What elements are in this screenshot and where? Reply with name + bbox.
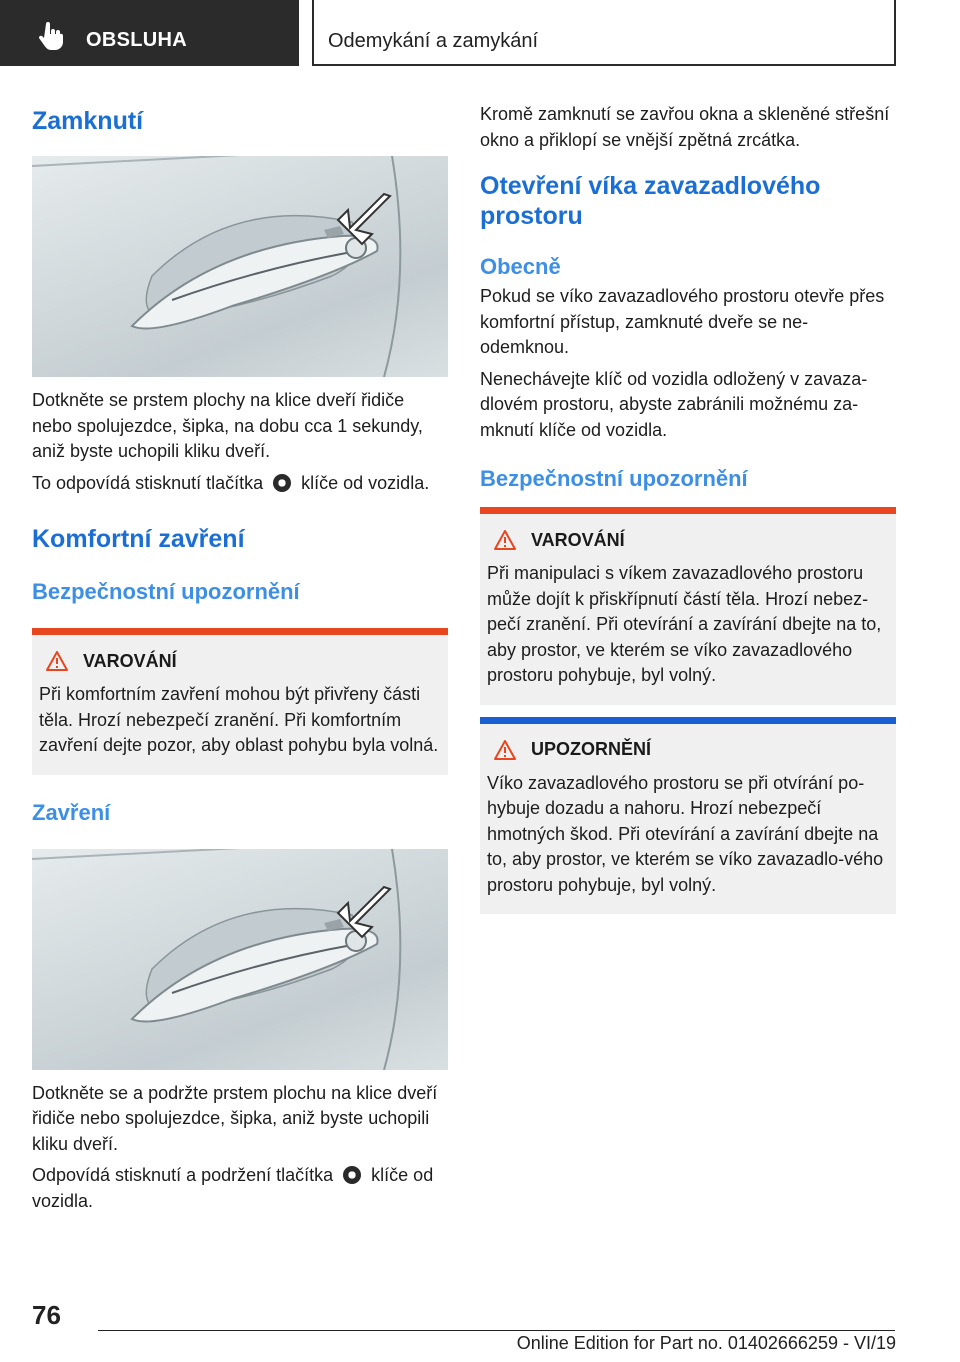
- footer-divider: [98, 1330, 895, 1331]
- door-handle-figure-lock: [32, 156, 448, 377]
- header-section-label: OBSLUHA: [86, 29, 187, 51]
- notice-bar: [480, 717, 896, 724]
- paragraph-lock-instruction: Dotkněte se prstem plochy na klice dveří řidiče nebo spolujezdce, šipka, na dobu cca 1 sekundy, aniž byste uchopili kliku dveří.: [32, 390, 423, 461]
- door-handle-illustration: [32, 156, 448, 377]
- warning-text-comfort: Při komfortním zavření mohou být přivřeny části těla. Hrozí nebezpečí zranění. Při komfortním zavření dejte pozor, aby oblast pohybu byla volná.: [39, 684, 439, 755]
- header-chapter-tab[interactable]: [312, 0, 896, 66]
- notice-text-trunk: Víko zavazadlového prostoru se při otvírání po-hybuje dozadu a nahoru. Hrozí nebezpečí hmotných škod. Při otevírání a zavírání dbejte na to, aby prostor, ve kterém se víko zavazadlo-vého prostoru pohybuje, byl volný.: [487, 772, 884, 895]
- door-handle-figure-close: [32, 849, 448, 1070]
- heading-close: Zavření: [32, 799, 111, 825]
- header-section-tab[interactable]: [0, 0, 299, 66]
- hand-pointer-icon: [38, 22, 64, 50]
- paragraph-lock-extras: Kromě zamknutí se zavřou okna a skleněné střešní okno a přiklopí se vnější zpětná zrcátka.: [480, 104, 890, 150]
- warning-bar: [32, 628, 448, 635]
- door-handle-illustration-close: [32, 849, 448, 1070]
- lock-key-text-b: klíče od vozidla.: [301, 472, 430, 493]
- paragraph-close-instruction: Dotkněte se a podržte prstem plochu na klice dveří řidiče nebo spolujezdce, šipka, aniž byste uchopili kliku dveří.: [32, 1082, 438, 1154]
- right-column: [480, 96, 896, 914]
- notice-title: UPOZORNĚNÍ: [531, 739, 652, 759]
- warning-title: VAROVÁNÍ: [531, 529, 625, 550]
- warning-bar: [480, 507, 896, 514]
- heading-comfort-close: Komfortní zavření: [32, 525, 245, 553]
- notice-box-trunk: [480, 717, 896, 915]
- header-chapter-label: Odemykání a zamykání: [328, 30, 539, 52]
- key-lock-button-icon: [343, 1166, 361, 1184]
- warning-triangle-icon: [45, 650, 69, 672]
- heading-safety-left: Bezpečnostní upozornění: [32, 579, 300, 604]
- close-key-text-b: klíče od vozidla.: [32, 1165, 434, 1211]
- heading-safety-right: Bezpečnostní upozornění: [480, 466, 748, 491]
- paragraph-general-1: Pokud se víko zavazadlového prostoru otevře přes komfortní přístup, zamknuté dveře se ne-odemknou.: [480, 286, 885, 357]
- heading-lock: Zamknutí: [32, 107, 144, 135]
- warning-triangle-icon: [493, 529, 517, 551]
- warning-title: VAROVÁNÍ: [83, 650, 177, 671]
- paragraph-close-key-equivalent: [32, 1163, 448, 1214]
- close-key-text-a: Odpovídá stisknutí a podržení tlačítka: [32, 1165, 334, 1185]
- left-column: [32, 96, 448, 1214]
- heading-general: Obecně: [480, 254, 561, 279]
- paragraph-lock-key-equivalent: [32, 471, 448, 497]
- key-lock-button-icon: [273, 474, 291, 492]
- warning-title-row: [493, 526, 889, 554]
- lock-key-text-a: To odpovídá stisknutí tlačítka: [32, 472, 264, 493]
- warning-box-trunk: [480, 507, 896, 705]
- warning-text-trunk: Při manipulaci s víkem zavazadlového prostoru může dojít k přiskřípnutí částí těla. Hrozí nebez-pečí zranění. Při otevírání a zavírání dbejte na to, aby prostor, ve kterém se víko zavazadlového prostoru pohybuje, byl volný.: [487, 563, 882, 685]
- notice-triangle-icon: [493, 739, 517, 761]
- page-number: 76: [32, 1300, 61, 1330]
- footer-edition: Online Edition for Part no. 01402666259 - VI/19: [516, 1333, 896, 1353]
- heading-trunk-open: Otevření víka zavazadlového prostoru: [480, 172, 821, 230]
- warning-title-row: [45, 647, 441, 675]
- warning-box-comfort: [32, 628, 448, 775]
- notice-title-row: [493, 736, 889, 764]
- paragraph-general-2: Nenechávejte klíč od vozidla odložený v zavaza-dlovém prostoru, abyste zabránili možnému za-mknutí klíče od vozidla.: [480, 368, 868, 440]
